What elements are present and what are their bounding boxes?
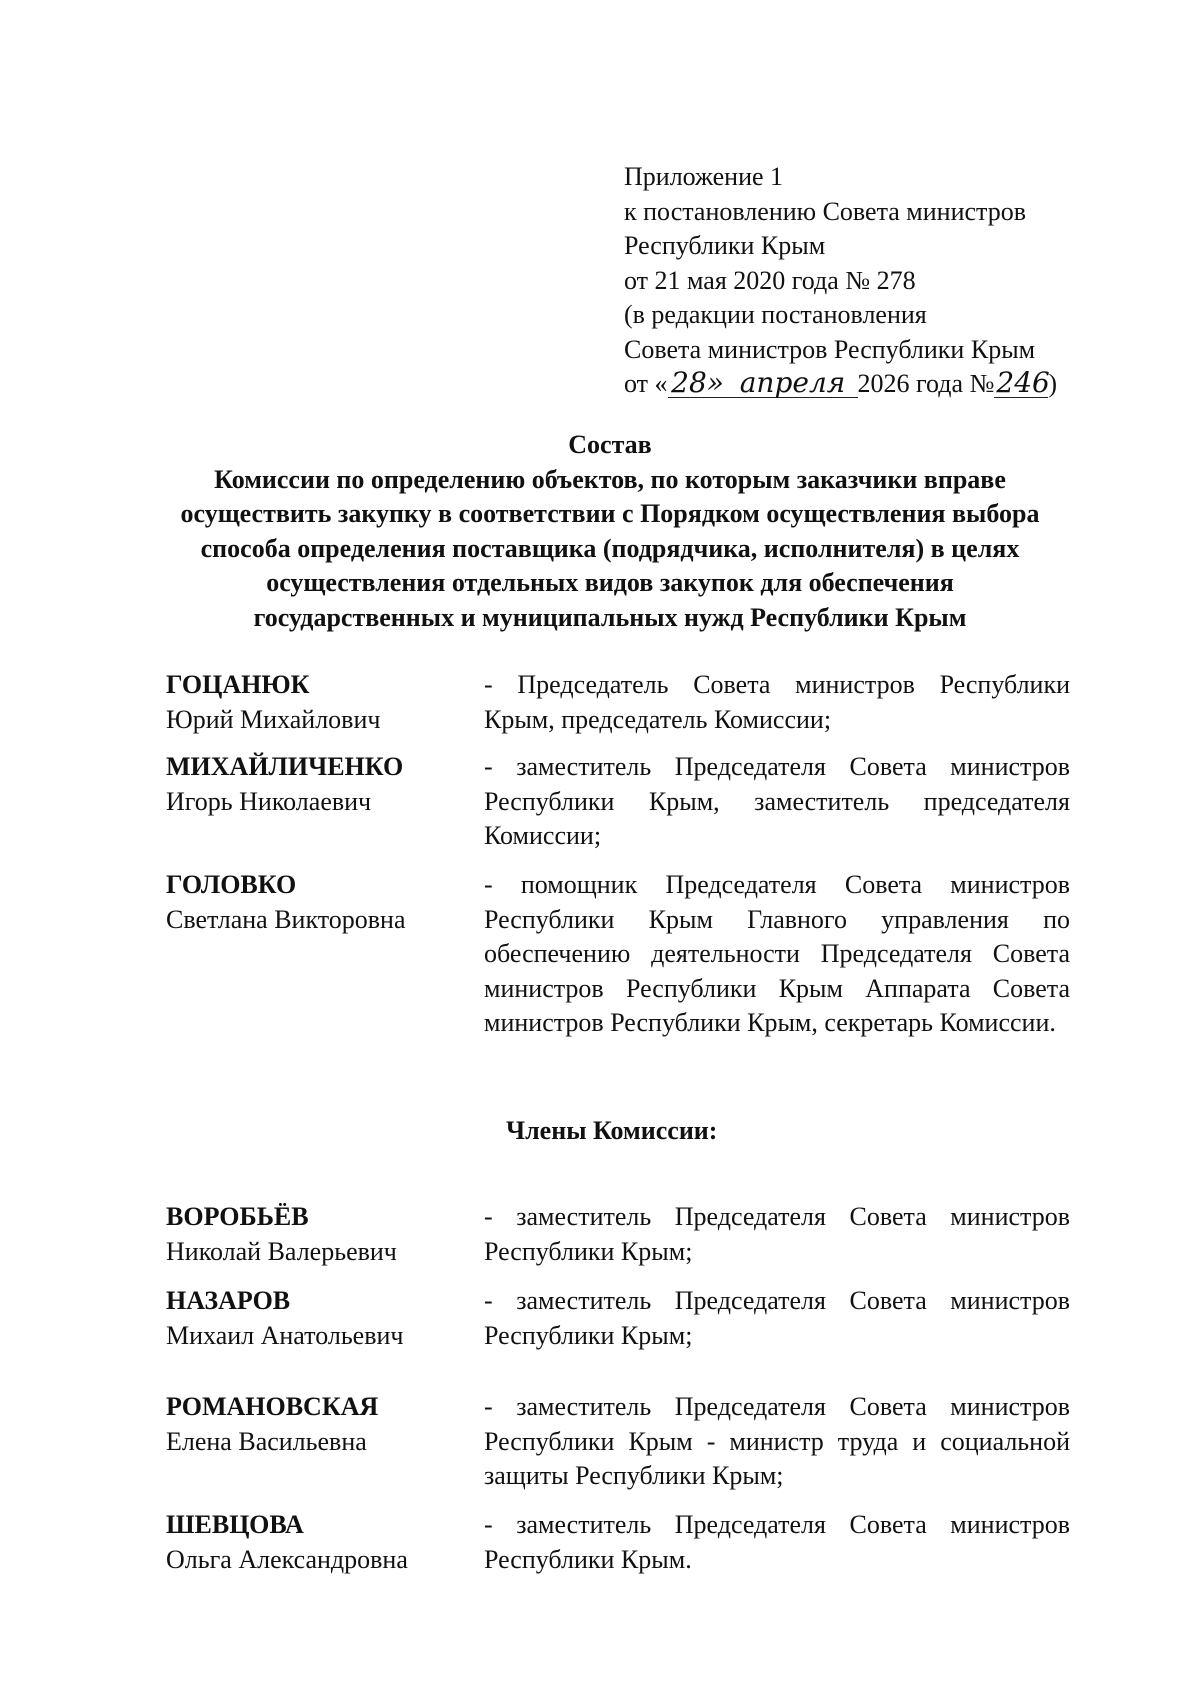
given-names: Светлана Викторовна [166, 904, 406, 934]
person-name [166, 750, 466, 819]
appendix-header [624, 160, 1057, 402]
given-names: Ольга Александровна [166, 1544, 408, 1574]
handwritten-day: 28» [668, 369, 728, 398]
given-names: Юрий Михайлович [166, 704, 381, 734]
person-role: - заместитель Председателя Совета министров Республики Крым; [484, 1286, 1070, 1350]
title-heading: Состав [568, 430, 652, 459]
appendix-line: Республики Крым [624, 231, 826, 260]
person-role: - помощник Председателя Совета министров Республики Крым Главного управления по обеспечению деятельности Председателя Совета министров Республики Крым Аппарата Совета министров Республики Крым, секретарь Комиссии. [484, 870, 1070, 1037]
surname: ВОРОБЬЁВ [166, 1202, 309, 1231]
surname: ШЕВЦОВА [166, 1510, 304, 1539]
person-role: - заместитель Председателя Совета министров Республики Крым. [484, 1510, 1070, 1574]
given-names: Елена Васильевна [166, 1426, 367, 1456]
appendix-title: Приложение 1 [624, 162, 784, 191]
surname: ГОЛОВКО [166, 870, 297, 899]
given-names: Николай Валерьевич [166, 1236, 397, 1266]
surname: МИХАЙЛИЧЕНКО [166, 752, 404, 781]
amendment-date-line [624, 367, 1057, 402]
title-line: государственных и муниципальных нужд Республики Крым [253, 602, 967, 632]
person-role: - заместитель Председателя Совета министров Республики Крым; [484, 1202, 1070, 1266]
handwritten-month: апреля [728, 369, 858, 398]
date-year: 2026 года № [857, 369, 995, 398]
person-name [166, 1390, 466, 1459]
person-name [166, 868, 466, 937]
title-line: Комиссии по определению объектов, по которым заказчики вправе [214, 464, 1006, 494]
appendix-line: к постановлению Совета министров [624, 196, 1026, 226]
date-suffix: ) [1048, 369, 1058, 398]
person-name [166, 1284, 466, 1353]
date-prefix: от « [624, 369, 668, 398]
given-names: Михаил Анатольевич [166, 1320, 404, 1350]
title-line: способа определения поставщика (подрядчика, исполнителя) в целях [200, 533, 1020, 563]
members-heading: Члены Комиссии: [506, 1116, 718, 1145]
person-name [166, 1200, 466, 1269]
title-line: осуществить закупку в соответствии с Порядком осуществления выбора [180, 499, 1040, 528]
surname: ГОЦАНЮК [166, 670, 310, 699]
document-title [120, 428, 1100, 635]
person-name [166, 1508, 466, 1577]
surname: НАЗАРОВ [166, 1286, 291, 1315]
appendix-line: Совета министров Республики Крым [624, 334, 1036, 364]
person-role: - заместитель Председателя Совета министров Республики Крым - министр труда и социальной защиты Республики Крым; [484, 1392, 1070, 1490]
person-name [166, 668, 466, 737]
surname: РОМАНОВСКАЯ [166, 1392, 379, 1421]
person-role: - Председатель Совета министров Республики Крым, председатель Комиссии; [484, 670, 1070, 734]
person-role: - заместитель Председателя Совета министров Республики Крым, заместитель председателя Комиссии; [484, 752, 1070, 850]
handwritten-number: 246 [996, 366, 1050, 399]
appendix-line: (в редакции постановления [624, 300, 927, 329]
appendix-line: от 21 мая 2020 года № 278 [624, 265, 916, 295]
given-names: Игорь Николаевич [166, 786, 372, 816]
title-line: осуществления отдельных видов закупок для обеспечения [266, 568, 954, 597]
